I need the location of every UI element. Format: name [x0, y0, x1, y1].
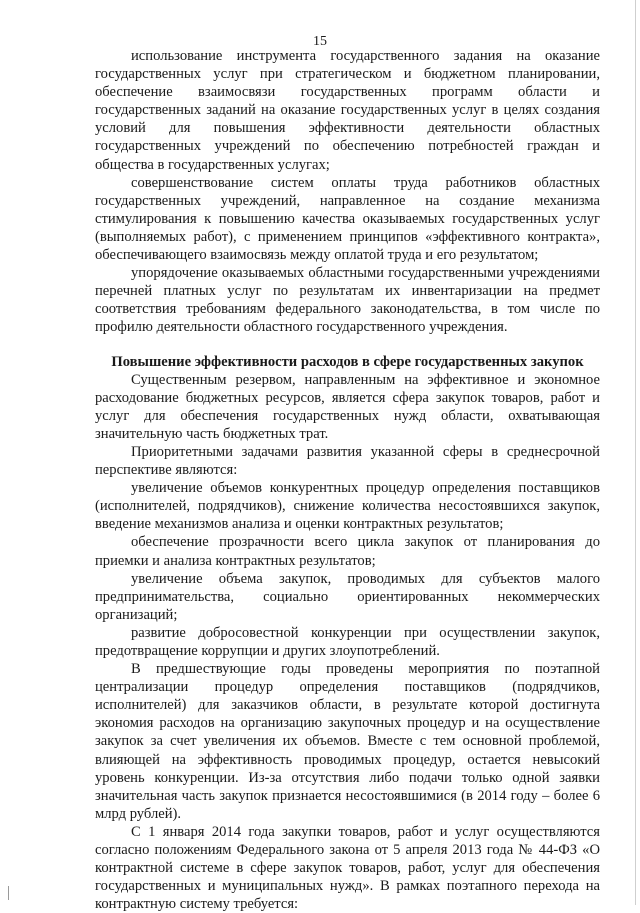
paragraph-procurement-reserve: Существенным резервом, направленным на эффективное и экономное расходование бюджетных ресурсов, является сфера закупок товаров, работ и услуг для обеспечения государственных нужд области, охватывающая значительную часть бюджетных трат.	[95, 371, 600, 442]
paragraph-small-business: увеличение объема закупок, проводимых для субъектов малого предпринимательства, социально ориентированных некоммерческих организаций;	[95, 570, 600, 623]
scan-edge-line	[635, 0, 636, 905]
paragraph-paid-services: упорядочение оказываемых областными государственными учреждениями перечней платных услуг по результатам их инвентаризации на предмет соответствия требованиям федерального законодательства, в том числе по профилю деятельности областного государственного учреждения.	[95, 265, 600, 336]
paragraph-state-assignment: использование инструмента государственного задания на оказание государственных услуг при стратегическом и бюджетном планировании, обеспечение взаимосвязи государственных программ области и государственных заданий на оказание государственных услуг в целях создания условий для повышения эффективности деятельности областных государственных учреждений по обеспечению потребностей граждан и общества в государственных услугах;	[95, 48, 600, 173]
paragraph-competitive-procedures: увеличение объемов конкурентных процедур определения поставщиков (исполнителей, подрядчиков), снижение количества несостоявшихся закупок, введение механизмов анализа и оценки контрактных результатов;	[95, 480, 600, 533]
paragraph-transparency: обеспечение прозрачности всего цикла закупок от планирования до приемки и анализа контрактных результатов;	[95, 534, 600, 569]
paragraph-fair-competition: развитие добросовестной конкуренции при осуществлении закупок, предотвращение коррупции и других злоупотреблений.	[95, 624, 600, 659]
paragraph-centralization: В предшествующие годы проведены мероприятия по поэтапной централизации процедур определения поставщиков (подрядчиков, исполнителей) для заказчиков области, в результате которой достигнута экономия расходов на организацию закупочных процедур и на осуществление закупок за счет увеличения их объемов. Вместе с тем основной проблемой, влияющей на эффективность проводимых процедур, остается невысокий уровень конкуренции. Из-за отсутствия либо подачи только одной заявки значительная часть закупок признается несостоявшимися (в 2014 году – более 6 млрд рублей).	[95, 661, 600, 822]
page-number: 15	[313, 34, 327, 49]
scan-margin-mark	[8, 886, 9, 900]
paragraph-pay-systems: совершенствование систем оплаты труда работников областных государственных учреждений, направленное на создание механизма стимулирования к повышению качества оказываемых государственных услуг (выполняемых работ), с применением принципов «эффективного контракта», обеспечивающего взаимосвязь между оплатой труда и его результатом;	[95, 174, 600, 264]
paragraph-federal-law: С 1 января 2014 года закупки товаров, работ и услуг осуществляются согласно положениям Федерального закона от 5 апреля 2013 года № 44-ФЗ «О контрактной системе в сфере закупок товаров, работ, услуг для обеспечения государственных и муниципальных нужд». В рамках поэтапного перехода на контрактную систему требуется:	[95, 823, 600, 913]
document-body	[95, 47, 600, 913]
paragraph-priority-tasks: Приоритетными задачами развития указанной сферы в среднесрочной перспективе являются:	[95, 443, 600, 479]
section-heading: Повышение эффективности расходов в сфере государственных закупок	[111, 353, 584, 370]
